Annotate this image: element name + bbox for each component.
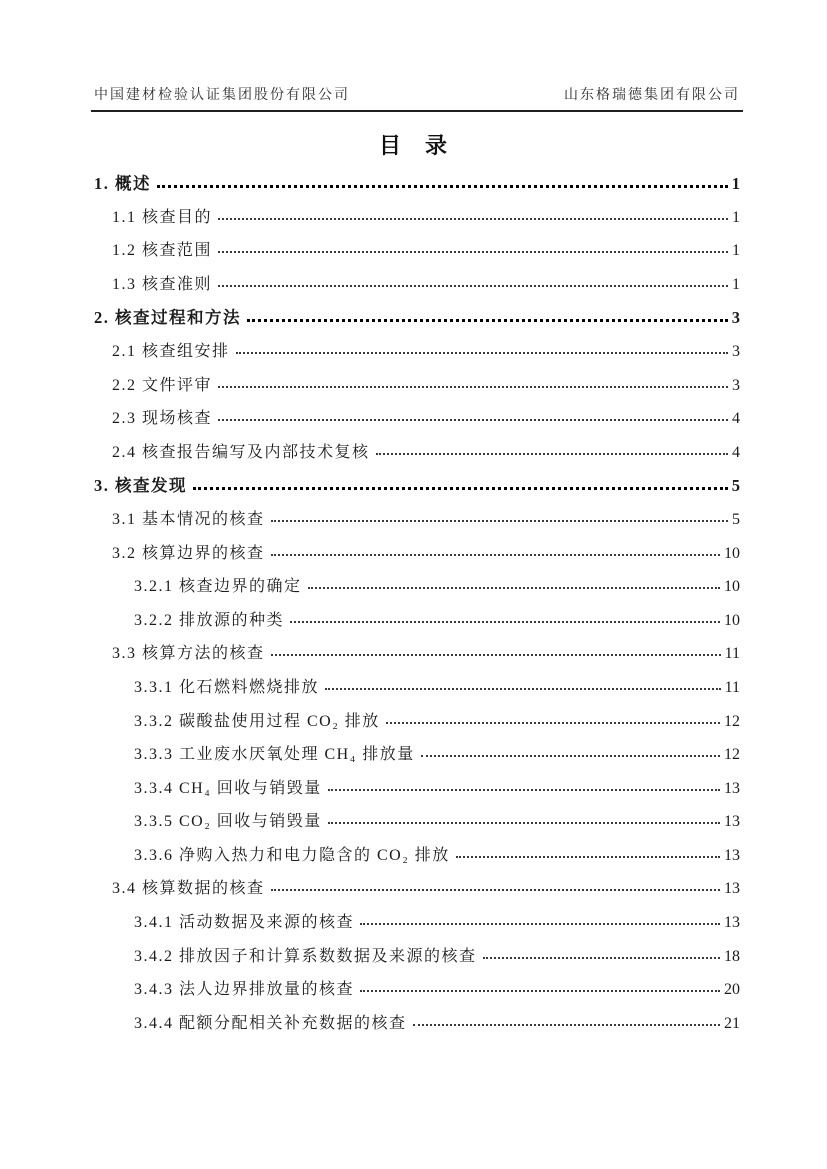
toc-entry-page: 5 [731,476,740,496]
toc-dot-leader [218,251,728,253]
toc-entry [94,973,740,1007]
toc-entry [94,436,740,470]
toc-entry-label: 3.2.1 核查边界的确定 [134,578,302,596]
toc-entry-page: 1 [732,242,740,260]
toc-entry-label: 1.2 核查范围 [112,242,213,260]
toc-entry-label: 3.4.2 排放因子和计算系数数据及来源的核查 [134,947,477,965]
toc-dot-leader [193,487,728,490]
page-header [94,84,740,104]
toc-dot-leader [413,1024,720,1026]
toc-entry-label: 3.3.6 净购入热力和电力隐含的 CO₂ 排放 [134,846,450,864]
toc-dot-leader [360,990,720,992]
toc-entry-label: 3.4.4 配额分配相关补充数据的核查 [134,1014,407,1032]
toc-entry-label: 3.1 基本情况的核查 [112,510,265,528]
toc-entry-page: 13 [724,779,740,797]
toc-entry-label: 3.4 核算数据的核查 [112,880,265,898]
toc-entry [94,872,740,906]
toc-entry [94,637,740,671]
toc-dot-leader [236,352,728,354]
toc-entry-label: 3.3.2 碳酸盐使用过程 CO₂ 排放 [134,712,380,730]
toc-entry-page: 4 [732,410,740,428]
toc-entry-page: 1 [732,275,740,293]
toc-entry [94,369,740,403]
toc-dot-leader [456,856,720,858]
toc-entry-page: 10 [724,578,740,596]
toc-entry [94,671,740,705]
page-title: 目 录 [378,133,448,158]
toc-list [94,167,740,1040]
toc-entry-page: 10 [724,544,740,562]
toc-entry-page: 4 [732,443,740,461]
toc-entry [94,201,740,235]
toc-entry [94,402,740,436]
toc-dot-leader [376,453,728,455]
toc-entry-page: 21 [724,1014,740,1032]
toc-entry-page: 20 [724,981,740,999]
toc-entry-page: 18 [724,947,740,965]
toc-entry-label: 3.2.2 排放源的种类 [134,611,285,629]
toc-entry-page: 13 [724,846,740,864]
toc-entry-label: 2.4 核查报告编写及内部技术复核 [112,443,370,461]
toc-entry-page: 12 [724,712,740,730]
toc-entry [94,167,740,201]
toc-dot-leader [483,957,720,959]
toc-entry [94,301,740,335]
toc-entry [94,839,740,873]
toc-entry [94,906,740,940]
toc-entry-label: 3.4.1 活动数据及来源的核查 [134,914,355,932]
toc-entry-page: 1 [731,174,740,193]
toc-entry-page: 1 [732,208,740,226]
toc-entry-label: 1.1 核查目的 [112,208,213,226]
toc-entry-label: 3.3 核算方法的核查 [112,645,265,663]
toc-entry [94,469,740,503]
toc-entry [94,772,740,806]
toc-dot-leader [218,218,728,220]
toc-entry-label: 3.2 核算边界的核查 [112,544,265,562]
toc-dot-leader [386,722,720,724]
toc-dot-leader [271,554,720,556]
toc-entry [94,234,740,268]
toc-entry-label: 2. 核查过程和方法 [94,308,241,328]
toc-dot-leader [247,319,728,322]
toc-entry-page: 12 [724,746,740,764]
toc-dot-leader [157,185,728,188]
toc-entry-label: 3.3.3 工业废水厌氧处理 CH₄ 排放量 [134,746,415,764]
toc-dot-leader [328,789,720,791]
toc-dot-leader [290,621,720,623]
toc-dot-leader [308,587,720,589]
toc-entry-page: 11 [724,678,740,696]
toc-entry [94,705,740,739]
toc-entry-page: 3 [732,376,740,394]
toc-dot-leader [421,755,720,757]
toc-dot-leader [271,520,728,522]
toc-entry-label: 2.2 文件评审 [112,376,213,394]
toc-entry-page: 13 [724,813,740,831]
toc-entry-label: 2.3 现场核查 [112,410,213,428]
toc-entry [94,268,740,302]
toc-entry-page: 3 [731,308,740,328]
toc-dot-leader [218,285,728,287]
toc-dot-leader [328,822,720,824]
header-company-left: 中国建材检验认证集团股份有限公司 [94,88,350,103]
toc-entry-label: 3.3.1 化石燃料燃烧排放 [134,678,320,696]
toc-entry-label: 3. 核查发现 [94,476,187,496]
toc-dot-leader [218,386,728,388]
toc-dot-leader [271,654,721,656]
header-divider [91,110,743,112]
toc-entry-label: 3.3.5 CO₂ 回收与销毁量 [134,813,322,831]
toc-entry-page: 5 [732,510,740,528]
toc-entry [94,738,740,772]
toc-entry [94,805,740,839]
toc-entry-page: 3 [732,342,740,360]
toc-entry-page: 13 [724,914,740,932]
toc-dot-leader [360,923,720,925]
toc-entry-label: 1.3 核查准则 [112,275,213,293]
header-company-right: 山东格瑞德集团有限公司 [564,88,740,103]
toc-entry-page: 10 [724,611,740,629]
toc-entry-label: 3.4.3 法人边界排放量的核查 [134,981,355,999]
toc-entry [94,604,740,638]
toc-entry-label: 1. 概述 [94,174,151,193]
toc-entry-page: 11 [724,645,740,663]
toc-entry [94,1007,740,1041]
toc-entry [94,570,740,604]
toc-entry-label: 2.1 核查组安排 [112,342,230,360]
toc-entry [94,335,740,369]
toc-entry-page: 13 [724,880,740,898]
toc-entry [94,503,740,537]
toc-entry [94,940,740,974]
toc-entry-label: 3.3.4 CH₄ 回收与销毁量 [134,779,322,797]
toc-dot-leader [218,419,728,421]
toc-entry [94,537,740,571]
toc-dot-leader [325,688,721,690]
toc-dot-leader [271,889,720,891]
